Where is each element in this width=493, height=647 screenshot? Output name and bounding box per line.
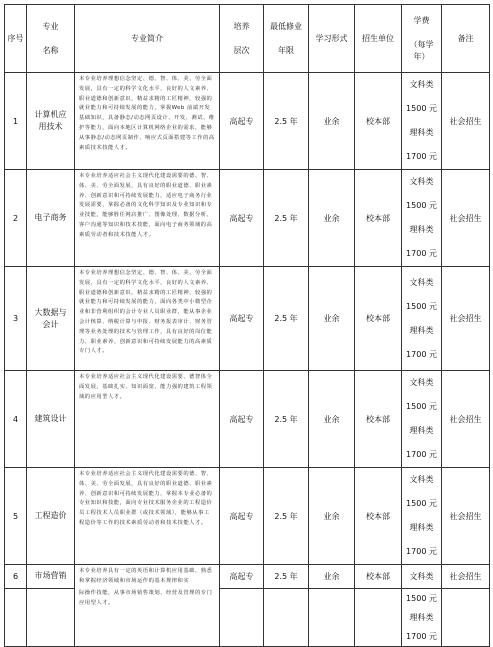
row-level: 高起专	[220, 267, 264, 371]
row-years: 2.5 年	[264, 565, 309, 589]
row-level: 高起专	[220, 73, 264, 170]
row-seq: 4	[5, 371, 27, 468]
row-seq: 5	[5, 468, 27, 565]
row-level: 高起专	[220, 565, 264, 589]
row-years: 2.5 年	[264, 267, 309, 371]
row-intro: 本专业培养理想信念坚定、德、智、体、美、劳全面发展，具有一定的科学文化水平，良好的人文素养、职业道德和创新意识，精益求精的工匠精神，较强的就业能力和可持续发展的能力，掌握Web 前端开发基础知识，具备静态/动态网页设计、开发、测试、维护等能力，面向本地区计算机网络企业的需求，能够从事静态/动态网页制作、响应式页面搭建等工作的高素质技术技能人才。	[75, 73, 220, 170]
row-fee: 1500 元 理科类 1700 元	[402, 588, 442, 646]
table-row-continuation	[5, 588, 490, 646]
table-row	[5, 468, 490, 565]
row-unit: 校本部	[355, 73, 402, 170]
row-intro: 本专业培养理想信念坚定、德、智、体、美、劳全面发展，具有一定的科学文化水平，良好的人文素养、职业道德和创新意识，精益求精的工匠精神，较强的就业能力和可持续发展的能力，面向各类中小微型企业和非营利组织的会计专业人员职业群，能从事企业会计核算、纳税计算与申报、财务报表审计、财务管理等业务处理的技术与管理工作，具有良好的岗位能力、职业素养、创新意识和可持续发展能力的高素质专门人才。	[75, 267, 220, 371]
row-remark: 社会招生	[442, 468, 490, 565]
header-seq: 序号	[5, 5, 27, 73]
blank-cell	[220, 588, 264, 646]
row-mode: 业余	[309, 170, 355, 267]
row-major: 市场营销	[27, 565, 75, 589]
row-major: 建筑设计	[27, 371, 75, 468]
row-remark: 社会招生	[442, 267, 490, 371]
row-mode: 业余	[309, 565, 355, 589]
row-remark: 社会招生	[442, 565, 490, 589]
row-mode: 业余	[309, 371, 355, 468]
header-major: 专业 名称	[27, 5, 75, 73]
header-mode: 学习形式	[309, 5, 355, 73]
row-remark: 社会招生	[442, 170, 490, 267]
header-unit: 招生单位	[355, 5, 402, 73]
header-remark: 备注	[442, 5, 490, 73]
row-major: 计算机应用技术	[27, 73, 75, 170]
row-major: 电子商务	[27, 170, 75, 267]
enrollment-table	[4, 4, 490, 647]
row-remark: 社会招生	[442, 371, 490, 468]
row-unit: 校本部	[355, 371, 402, 468]
header-fee: 学费 （每学 年）	[402, 5, 442, 73]
row-intro: 本专业培养具有一定的英语和计算机应用基础，熟悉和掌握经济领域和市场运作的基本规律和实	[75, 565, 220, 589]
row-fee: 文科类 1500 元 理科类 1700 元	[402, 371, 442, 468]
row-level: 高起专	[220, 371, 264, 468]
row-intro: 本专业培养适应社会主义现代化建设需要、德智体全面发展，基础扎实、知识面宽、能力强的建筑工程领域的应用型人才。	[75, 371, 220, 468]
row-unit: 校本部	[355, 565, 402, 589]
header-row	[5, 5, 490, 73]
table-row	[5, 371, 490, 468]
row-level: 高起专	[220, 170, 264, 267]
blank-cell	[355, 588, 402, 646]
header-intro: 专业简介	[75, 5, 220, 73]
row-intro-continued: 际操作技能，从事市场销售策划、经营及管理的专门应用型人才。	[75, 588, 220, 646]
row-intro: 本专业培养适应社会主义现代化建设需要的德、智、体、美、劳全面发展，具有良好的职业道德、职业素养、创新意识和可持续发展能力，掌握本专业必备的专业知识和技能，面向专业技术服务企业的工程造价员工程技术人员职业群（或技术领域），能够从事工程造价等工作的技术素质劳动者和技术技能人才。	[75, 468, 220, 565]
row-unit: 校本部	[355, 170, 402, 267]
table-row	[5, 170, 490, 267]
row-level: 高起专	[220, 468, 264, 565]
blank-cell	[264, 588, 309, 646]
row-fee: 文科类 1500 元 理科类 1700 元	[402, 170, 442, 267]
row-major: 大数据与会计	[27, 267, 75, 371]
row-mode: 业余	[309, 267, 355, 371]
row-years: 2.5 年	[264, 73, 309, 170]
row-years: 2.5 年	[264, 371, 309, 468]
table-row	[5, 267, 490, 371]
row-fee: 文科类 1500 元 理科类 1700 元	[402, 267, 442, 371]
row-years: 2.5 年	[264, 468, 309, 565]
row-seq: 2	[5, 170, 27, 267]
row-unit: 校本部	[355, 267, 402, 371]
row-seq: 1	[5, 73, 27, 170]
row-remark: 社会招生	[442, 73, 490, 170]
blank-cell	[442, 588, 490, 646]
row-major: 工程造价	[27, 468, 75, 565]
row-seq: 3	[5, 267, 27, 371]
blank-cell	[309, 588, 355, 646]
row-years: 2.5 年	[264, 170, 309, 267]
row-intro: 本专业培养适应社会主义现代化建设需要的德、智、体、美、劳全面发展，具有良好的职业道德、职业素养、创新意识和可持续发展能力，适应电子商务行业发展需要，掌握必备的文化科学知识及专业知识和专业技能，能够胜任网店推广、图像处理、数据分析、客户沟通等知识和技术技能，面向电子商务领域的高素质劳动者和技术技能人才。	[75, 170, 220, 267]
blank-cell	[27, 588, 75, 646]
table-row	[5, 73, 490, 170]
row-unit: 校本部	[355, 468, 402, 565]
row-fee: 文科类 1500 元 理科类 1700 元	[402, 73, 442, 170]
row-fee: 文科类 1500 元 理科类 1700 元	[402, 468, 442, 565]
row-mode: 业余	[309, 73, 355, 170]
header-level: 培养 层次	[220, 5, 264, 73]
table-row	[5, 565, 490, 589]
row-seq: 6	[5, 565, 27, 589]
blank-cell	[5, 588, 27, 646]
header-years: 最低修业 年限	[264, 5, 309, 73]
row-mode: 业余	[309, 468, 355, 565]
row-fee-label: 文科类	[402, 565, 442, 589]
